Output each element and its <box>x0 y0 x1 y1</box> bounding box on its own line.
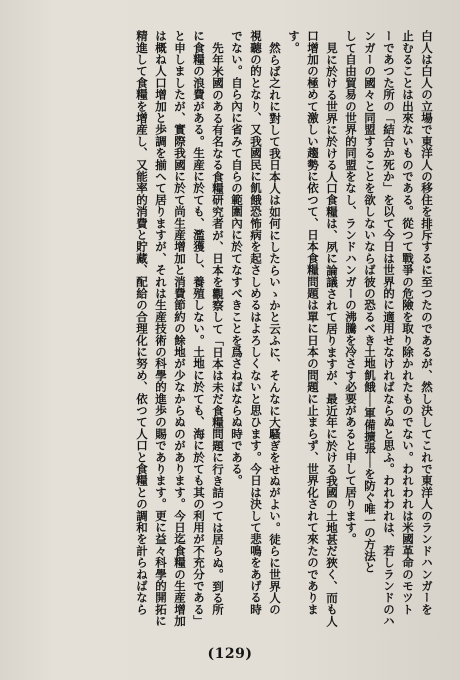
text-line: ンガーの國々と同盟することを欲しないならば彼の恐るべき土地飢餓──軍備擴張──を防ぐ唯一の方法と <box>363 30 377 574</box>
text-line: 精進して食糧を增産し、又能率的消費と貯藏、配給の合理化に努め、依つて人口と食糧との調和を計らねばなら <box>135 30 149 615</box>
text-line: して自由貿易の世界的同盟をなし、ランドハンガーの沸騰を冷さす必要があると申して居ります。 <box>344 30 358 545</box>
text-line: 見に於ける世界に於ける人口食糧は、夙に論議されて居りますが、最近年に於ける我國の土地甚だ狹く、而も人 <box>325 41 339 627</box>
text-line: 止むることは出來ないものである。從つて戰爭の危險を取り除かれたものでない。われわれは米國革命のモツト <box>401 30 415 615</box>
text-line: す。 <box>287 30 301 54</box>
page-number: (129) <box>207 646 253 662</box>
text-line: 先年米國のある有名なる食糧研究者が、日本を觀察して「日本は未だ食糧問題に行き詰つては居らぬ。到る所 <box>211 41 225 615</box>
text-line: は概ね人口增加と歩調を揃へて居りますが、それは生産技術の科學的進歩の賜であります。更に益々科學的開拓に <box>154 30 168 627</box>
vertical-text-body <box>132 30 436 626</box>
text-line: 然らば之れに對して我日本人は如何にしたらいゝかと云ふに、そんなに大騷ぎをせぬがよい。徒らに世界人の <box>268 41 282 615</box>
text-line: でない。自ら內に省みて自らの範圍內に於てなすべきことを爲さねばならぬ時である。 <box>230 30 244 487</box>
text-line: と申しましたが、實際我國に於て尚生産增加と消費節約の餘地が少なからぬのがあります。今日迄食糧の生産增加 <box>173 30 187 627</box>
text-line: に食糧の浪費がある。生産に於ても、濫獲し、養殖しない。土地に於ても、海に於ても其の利用が不充分である」 <box>192 30 206 627</box>
text-line: 視聽の的となり、又我國民に飢餓恐怖病を起さしめるはよろしくないと思ひます。今日は決して悲鳴をあげる時 <box>249 30 263 615</box>
text-line: 口增加の極めて激しい趨勢に依つて、日本食糧問題は單に日本の問題に止まらず、世界化されて來たのでありま <box>306 30 320 615</box>
text-line: ーであつた所の「結合か死か」を以て今日は世界的に適用せなければならぬと思ふ。われわれは、若しランドのハ <box>382 30 396 627</box>
text-line: 白人は白人の立場で東洋人の移住を排斥するに至つたのであるが、然し決してこれで東洋人のランドハンガーを <box>420 30 434 615</box>
